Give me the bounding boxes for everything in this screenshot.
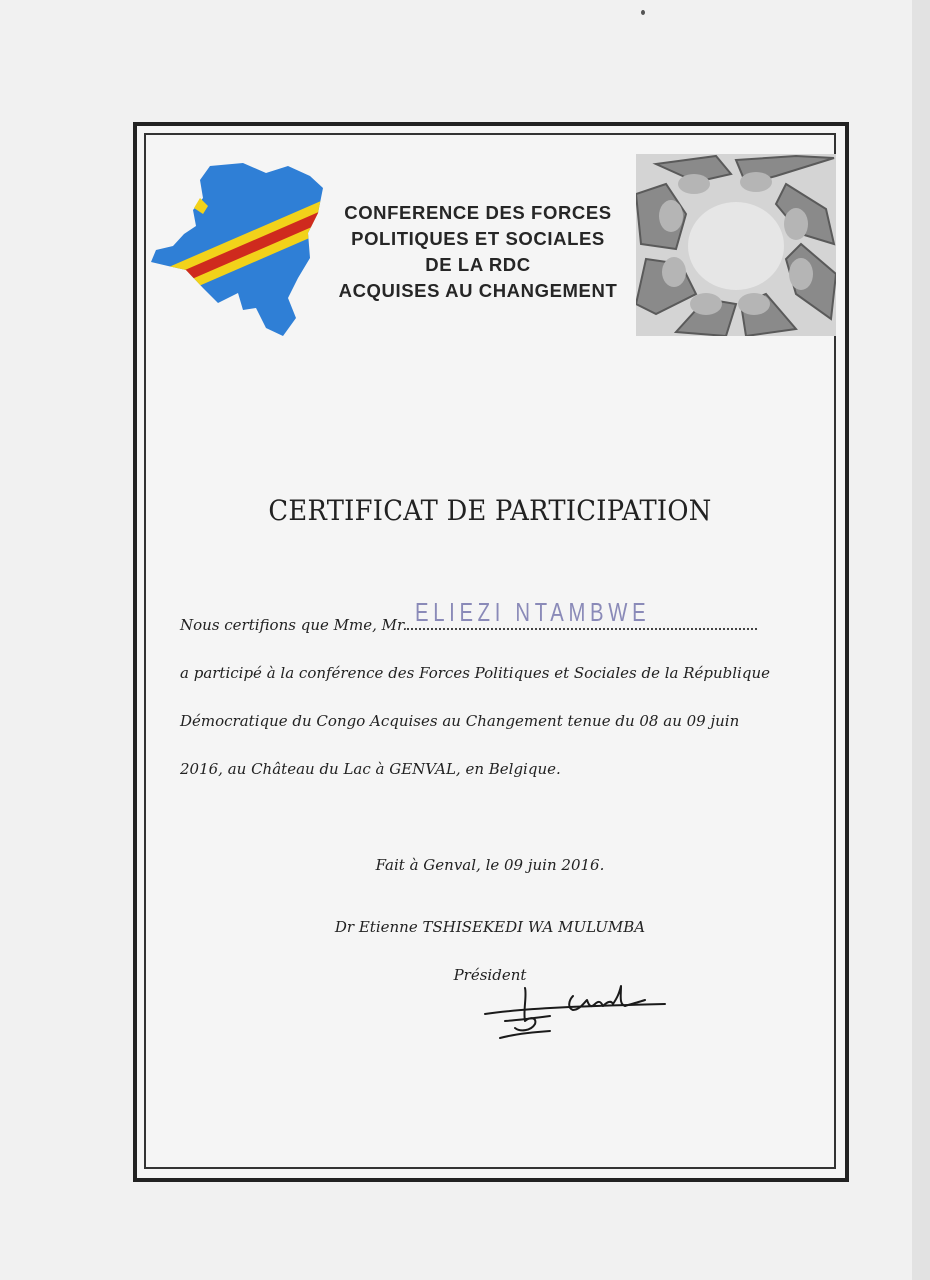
scan-edge — [912, 0, 930, 1280]
hands-circle-photo — [636, 154, 836, 336]
certificate-title: CERTIFICAT DE PARTICIPATION — [268, 494, 712, 527]
participant-name: ELIEZI NTAMBWE — [415, 597, 651, 627]
certification-prefix: Nous certifions que Mme, Mr. — [180, 616, 408, 634]
certification-line-2: a participé à la conférence des Forces Politiques et Sociales de la République — [180, 664, 770, 682]
handwritten-signature — [465, 976, 675, 1051]
drc-map-flag-logo — [148, 158, 328, 340]
scan-speck — [641, 10, 645, 15]
organization-line-2: POLITIQUES ET SOCIALES — [351, 228, 605, 249]
place-and-date: Fait à Genval, le 09 juin 2016. — [375, 856, 605, 874]
organization-line-4: ACQUISES AU CHANGEMENT — [338, 280, 618, 301]
certification-line-4: 2016, au Château du Lac à GENVAL, en Belgique. — [180, 760, 561, 778]
signatory-name: Dr Etienne TSHISEKEDI WA MULUMBA — [334, 918, 646, 936]
organization-name — [308, 200, 648, 304]
organization-line-3: DE LA RDC — [425, 254, 531, 275]
organization-line-1: CONFERENCE DES FORCES — [344, 202, 612, 223]
certification-line-3: Démocratique du Congo Acquises au Changement tenue du 08 au 09 juin — [180, 712, 740, 730]
signatory-role: Président — [453, 966, 527, 984]
